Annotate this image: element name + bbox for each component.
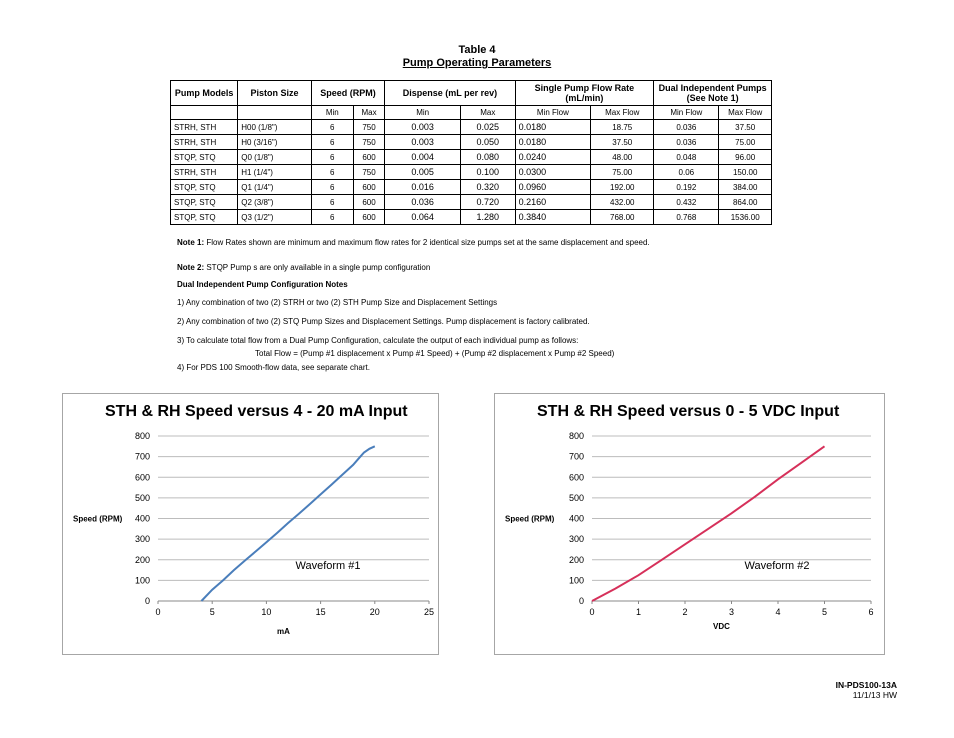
y-axis-label: Speed (RPM)	[505, 514, 555, 524]
table-cell: 1536.00	[719, 210, 772, 225]
y-tick-label: 500	[568, 492, 584, 503]
table-cell: 0.005	[385, 165, 461, 180]
table-label: Table 4	[458, 44, 496, 56]
x-tick-label: 15	[315, 607, 326, 617]
y-tick-label: 200	[568, 554, 584, 565]
table-cell: 0.0240	[515, 150, 591, 165]
table-cell: 0.036	[654, 120, 719, 135]
y-tick-label: 400	[134, 513, 150, 524]
table-cell: Q0 (1/8")	[238, 150, 312, 165]
table-row	[171, 180, 772, 195]
table-cell: 0.004	[385, 150, 461, 165]
table-cell: 0.192	[654, 180, 719, 195]
header-speed: Speed (RPM)	[311, 81, 385, 106]
y-tick-label: 600	[134, 472, 150, 483]
table-title: Pump Operating Parameters	[402, 57, 552, 69]
table-cell: 6	[311, 165, 353, 180]
chart-1-plot	[63, 394, 438, 654]
note-2-label: Note 2:	[177, 263, 205, 272]
header-pump-models: Pump Models	[171, 81, 238, 106]
dual-note-2: 2) Any combination of two (2) STQ Pump Sizes and Displacement Settings. Pump displacement is factory calibrated.	[177, 317, 590, 326]
table-cell: 0.720	[460, 195, 515, 210]
x-tick-label: 10	[261, 607, 272, 617]
table-cell: 0.003	[385, 120, 461, 135]
x-tick-label: 3	[728, 607, 735, 617]
table-cell: 0.100	[460, 165, 515, 180]
header-piston-size: Piston Size	[238, 81, 312, 106]
table-cell: 0.016	[385, 180, 461, 195]
y-tick-label: 400	[568, 513, 584, 524]
x-tick-label: 25	[423, 607, 435, 617]
table-cell: STRH, STH	[171, 120, 238, 135]
table-cell: 192.00	[591, 180, 654, 195]
table-cell: 6	[311, 120, 353, 135]
y-tick-label: 200	[134, 554, 150, 565]
note-1	[177, 238, 650, 247]
dual-note-1: 1) Any combination of two (2) STRH or two (2) STH Pump Size and Displacement Settings	[177, 298, 498, 307]
x-tick-label: 5	[209, 607, 215, 617]
table-cell: 6	[311, 135, 353, 150]
table-cell: 600	[353, 195, 385, 210]
table-cell: 864.00	[719, 195, 772, 210]
dual-note-4: 4) For PDS 100 Smooth-flow data, see separate chart.	[177, 363, 370, 372]
table-cell: 432.00	[591, 195, 654, 210]
pump-parameters-table	[170, 80, 772, 225]
table-cell: 0.050	[460, 135, 515, 150]
note-2	[177, 263, 430, 272]
table-cell: H00 (1/8")	[238, 120, 312, 135]
table-cell: 0.0180	[515, 120, 591, 135]
table-cell: 37.50	[591, 135, 654, 150]
table-cell: 0.768	[654, 210, 719, 225]
chart-2-plot	[495, 394, 884, 654]
subheader-cell: Min Flow	[515, 106, 591, 120]
table-cell: 600	[353, 210, 385, 225]
table-cell: 0.432	[654, 195, 719, 210]
x-tick-label: 1	[635, 607, 642, 617]
table-cell: 0.0180	[515, 135, 591, 150]
table-cell: 0.2160	[515, 195, 591, 210]
x-tick-label: 6	[868, 607, 874, 617]
subheader-cell: Max	[460, 106, 515, 120]
table-cell: 18.75	[591, 120, 654, 135]
table-cell: 0.036	[654, 135, 719, 150]
y-tick-label: 700	[134, 451, 150, 462]
table-cell: STQP, STQ	[171, 210, 238, 225]
table-row	[171, 210, 772, 225]
waveform-annotation: Waveform #2	[744, 560, 810, 572]
y-tick-label: 800	[568, 431, 584, 441]
table-cell: STRH, STH	[171, 165, 238, 180]
y-tick-label: 500	[134, 492, 150, 503]
table-cell: 6	[311, 195, 353, 210]
x-tick-label: 0	[155, 607, 161, 617]
table-cell: 750	[353, 120, 385, 135]
table-cell: 0.048	[654, 150, 719, 165]
x-tick-label: 2	[682, 607, 688, 617]
waveform-annotation: Waveform #1	[295, 560, 361, 572]
table-cell: STRH, STH	[171, 135, 238, 150]
y-axis-label: Speed (RPM)	[73, 514, 123, 524]
chart-1-title: STH & RH Speed versus 4 - 20 mA Input	[105, 403, 408, 420]
table-cell: 75.00	[591, 165, 654, 180]
total-flow-formula: Total Flow = (Pump #1 displacement x Pump #1 Speed) + (Pump #2 displacement x Pump #2 Speed)	[255, 349, 615, 358]
y-tick-label: 0	[578, 596, 584, 606]
y-tick-label: 300	[134, 534, 150, 545]
table-cell: 1.280	[460, 210, 515, 225]
chart-vdc-input	[494, 393, 885, 655]
table-cell: 0.0960	[515, 180, 591, 195]
table-cell: 0.06	[654, 165, 719, 180]
x-tick-label: 20	[369, 607, 380, 617]
chart-ma-input	[62, 393, 439, 655]
y-tick-label: 600	[568, 472, 584, 483]
x-tick-label: 4	[775, 607, 781, 617]
table-row	[171, 195, 772, 210]
document-date: 11/1/13 HW	[852, 690, 897, 700]
note-1-label: Note 1:	[177, 238, 205, 247]
series-line	[201, 446, 374, 601]
table-cell: STQP, STQ	[171, 150, 238, 165]
table-cell: 150.00	[719, 165, 772, 180]
table-cell: 0.320	[460, 180, 515, 195]
x-axis-label: mA	[277, 627, 290, 636]
table-row	[171, 165, 772, 180]
table-cell: 0.080	[460, 150, 515, 165]
note-1-text: Flow Rates shown are minimum and maximum flow rates for 2 identical size pumps set at the same displacement and speed.	[204, 238, 650, 247]
table-cell: 6	[311, 210, 353, 225]
table-cell: 0.025	[460, 120, 515, 135]
table-cell: 37.50	[719, 120, 772, 135]
table-row	[171, 135, 772, 150]
table-cell: Q2 (3/8")	[238, 195, 312, 210]
dual-notes-title-text: Dual Independent Pump Configuration Notes	[177, 280, 348, 289]
table-cell: H0 (3/16")	[238, 135, 312, 150]
table-cell: Q1 (1/4")	[238, 180, 312, 195]
subheader-blank	[171, 106, 238, 120]
table-header-row	[171, 81, 772, 106]
subheader-cell: Max	[353, 106, 385, 120]
table-cell: STQP, STQ	[171, 180, 238, 195]
header-dual-pumps: Dual Independent Pumps (See Note 1)	[654, 81, 772, 106]
table-cell: 0.064	[385, 210, 461, 225]
subheader-cell: Min	[311, 106, 353, 120]
x-tick-label: 5	[821, 607, 828, 617]
table-cell: 0.0300	[515, 165, 591, 180]
table-row	[171, 120, 772, 135]
x-tick-label: 0	[589, 607, 595, 617]
table-cell: 6	[311, 150, 353, 165]
subheader-cell: Max Flow	[719, 106, 772, 120]
header-single-flow: Single Pump Flow Rate (mL/min)	[515, 81, 654, 106]
document-id: IN-PDS100-13A	[835, 680, 897, 690]
dual-notes-title	[177, 280, 348, 289]
series-line	[592, 446, 825, 601]
table-cell: STQP, STQ	[171, 195, 238, 210]
table-cell: 75.00	[719, 135, 772, 150]
x-axis-label: VDC	[713, 622, 730, 631]
table-cell: 96.00	[719, 150, 772, 165]
y-tick-label: 300	[568, 534, 584, 545]
table-cell: 0.003	[385, 135, 461, 150]
table-cell: 48.00	[591, 150, 654, 165]
y-tick-label: 0	[144, 596, 150, 606]
dual-note-3: 3) To calculate total flow from a Dual Pump Configuration, calculate the output of each individual pump as follows:	[177, 336, 579, 345]
y-tick-label: 100	[134, 575, 150, 586]
note-2-text: STQP Pump s are only available in a single pump configuration	[204, 263, 431, 272]
table-subheader-row	[171, 106, 772, 120]
y-tick-label: 800	[134, 431, 150, 441]
table-row	[171, 150, 772, 165]
table-cell: 6	[311, 180, 353, 195]
table-cell: 0.036	[385, 195, 461, 210]
table-cell: 0.3840	[515, 210, 591, 225]
y-tick-label: 100	[568, 575, 584, 586]
y-tick-label: 700	[568, 451, 584, 462]
table-cell: 768.00	[591, 210, 654, 225]
table-cell: H1 (1/4")	[238, 165, 312, 180]
subheader-cell: Min Flow	[654, 106, 719, 120]
header-dispense: Dispense (mL per rev)	[385, 81, 515, 106]
subheader-blank	[238, 106, 312, 120]
chart-2-title: STH & RH Speed versus 0 - 5 VDC Input	[537, 403, 840, 420]
table-cell: Q3 (1/2")	[238, 210, 312, 225]
table-cell: 600	[353, 180, 385, 195]
table-cell: 384.00	[719, 180, 772, 195]
table-cell: 750	[353, 135, 385, 150]
subheader-cell: Max Flow	[591, 106, 654, 120]
table-cell: 750	[353, 165, 385, 180]
subheader-cell: Min	[385, 106, 461, 120]
table-cell: 600	[353, 150, 385, 165]
